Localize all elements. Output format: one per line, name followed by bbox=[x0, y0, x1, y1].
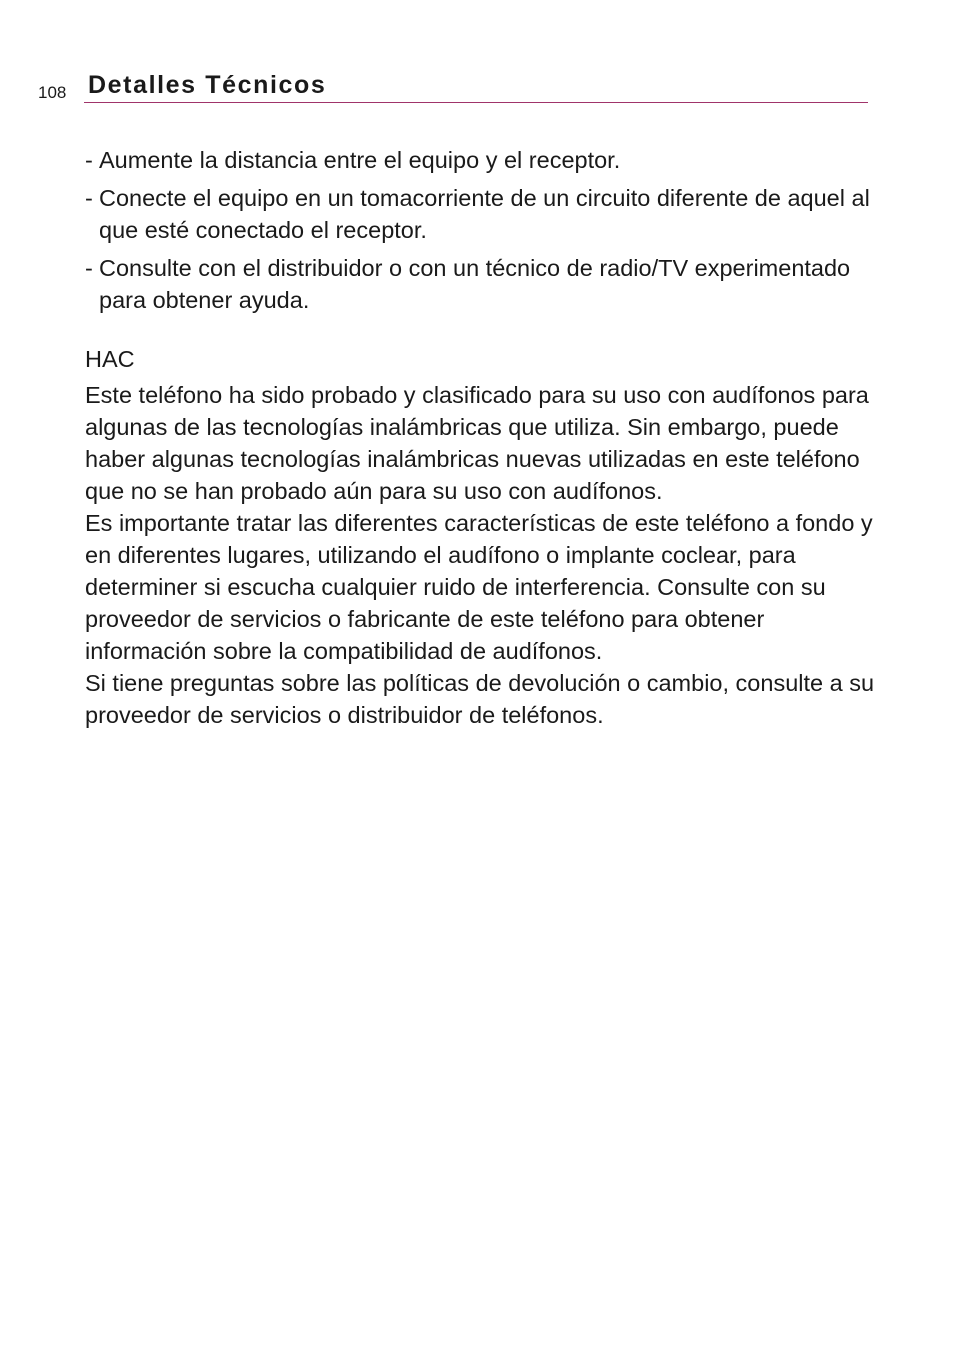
list-item bbox=[85, 252, 875, 316]
bullet-dash: - bbox=[85, 255, 93, 281]
bullet-list bbox=[85, 144, 875, 316]
bullet-text: Conecte el equipo en un tomacorriente de un circuito diferente de aquel al que esté conectado el receptor. bbox=[99, 185, 870, 243]
list-item bbox=[85, 182, 875, 246]
bullet-text: Aumente la distancia entre el equipo y el receptor. bbox=[99, 147, 621, 173]
page-body bbox=[85, 144, 875, 731]
bullet-text: Consulte con el distribuidor o con un técnico de radio/TV experimentado para obtener ayuda. bbox=[99, 255, 851, 313]
section-title: Detalles Técnicos bbox=[88, 71, 327, 99]
bullet-dash: - bbox=[85, 185, 93, 211]
list-item bbox=[85, 144, 875, 176]
bullet-dash: - bbox=[85, 147, 93, 173]
hac-paragraph: Este teléfono ha sido probado y clasificado para su uso con audífonos para algunas de las tecnologías inalámbricas que utiliza. Sin embargo, puede haber algunas tecnologías inalámbricas nuevas utilizadas en este teléfono que no se han probado aún para su uso con audífonos. bbox=[85, 382, 869, 504]
page-number: 108 bbox=[38, 83, 67, 102]
hac-paragraph: Si tiene preguntas sobre las políticas de devolución o cambio, consulte a su proveedor de servicios o distribuidor de teléfonos. bbox=[85, 670, 875, 728]
hac-heading: HAC bbox=[85, 346, 135, 372]
hac-paragraph: Es importante tratar las diferentes características de este teléfono a fondo y en diferentes lugares, utilizando el audífono o implante coclear, para determiner si escucha cualquier ruido de interferencia. Consulte con su proveedor de servicios o fabricante de este teléfono para obtener información sobre la compatibilidad de audífonos. bbox=[85, 510, 873, 664]
header-divider bbox=[84, 102, 868, 103]
